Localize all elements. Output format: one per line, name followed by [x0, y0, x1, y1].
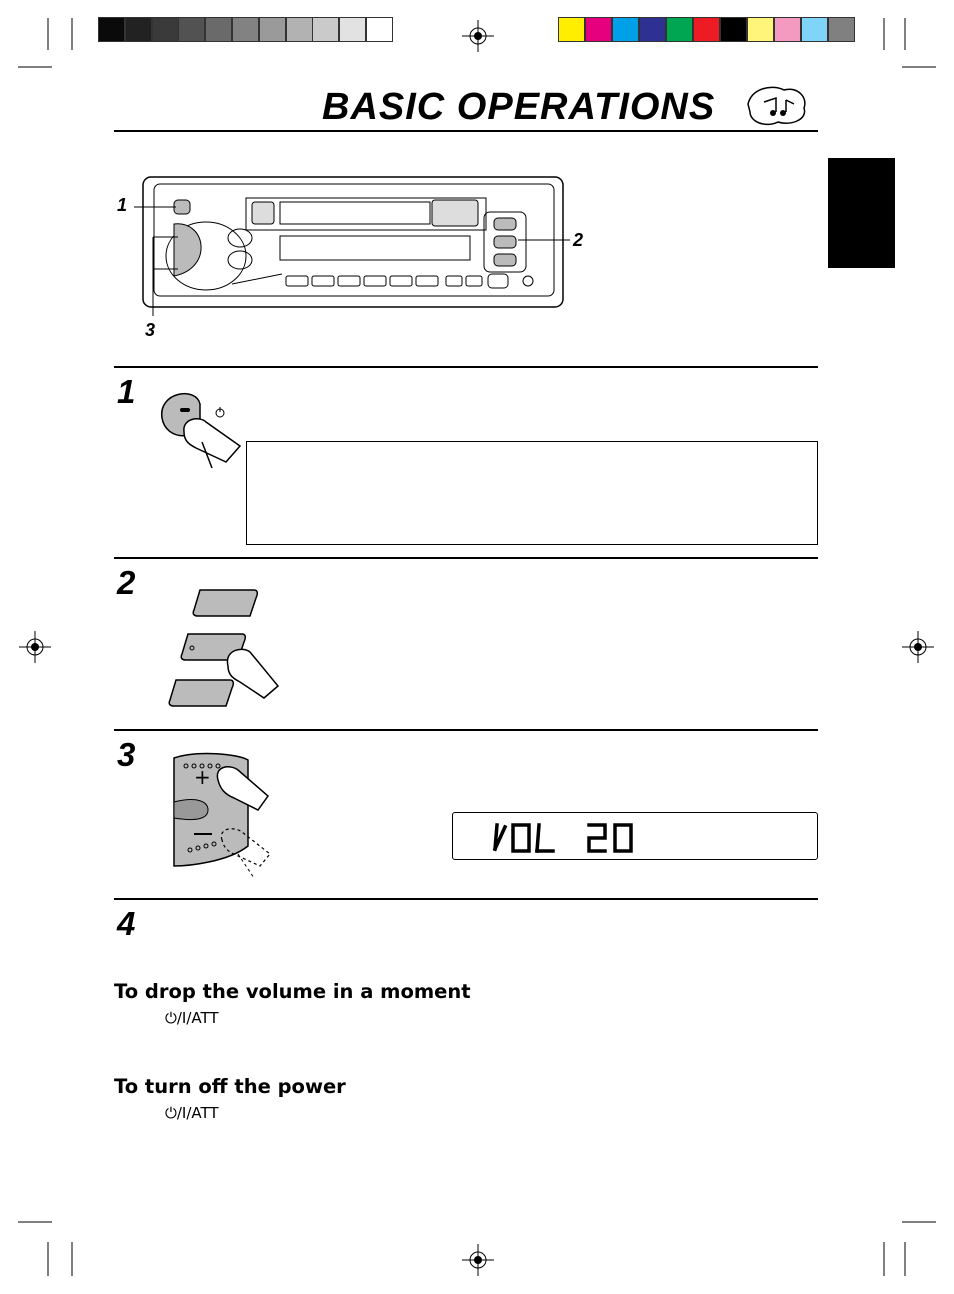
step-2-rule	[114, 557, 818, 559]
section-heading-power-off: To turn off the power	[114, 1075, 346, 1098]
registration-mark-right	[902, 631, 934, 663]
section-heading-drop-volume: To drop the volume in a moment	[114, 980, 471, 1003]
att-button-label-2: ⏻/I/ATT	[165, 1104, 219, 1122]
registration-mark-left	[19, 631, 51, 663]
svg-text:+: +	[194, 765, 211, 789]
volume-control-illustration	[168, 750, 278, 882]
step-3-rule	[114, 729, 818, 731]
lcd-display	[452, 812, 818, 860]
registration-mark-bottom	[462, 1244, 494, 1276]
callout-2: 2	[573, 230, 584, 250]
lcd-segment-text	[453, 813, 819, 861]
registration-mark-top	[462, 20, 494, 52]
step-4-rule	[114, 898, 818, 900]
language-tab	[828, 158, 895, 268]
callout-1: 1	[117, 195, 128, 215]
music-note-leaf-icon	[742, 80, 812, 128]
step-4-number: 4	[117, 905, 136, 942]
power-button-illustration	[156, 382, 246, 472]
source-buttons-illustration	[166, 586, 286, 708]
step-1-number: 1	[117, 373, 136, 410]
callout-3: 3	[145, 320, 156, 340]
callout-leaders	[128, 196, 588, 326]
power-icon	[214, 406, 226, 418]
title-rule	[114, 130, 818, 132]
note-box	[246, 441, 818, 545]
step-2-number: 2	[117, 564, 136, 601]
step-1-rule	[114, 366, 818, 368]
att-button-label-1: ⏻/I/ATT	[165, 1009, 219, 1027]
lcd-readout: VOL 20	[453, 813, 457, 814]
step-3-number: 3	[117, 736, 136, 773]
page-title: BASIC OPERATIONS	[322, 86, 716, 128]
